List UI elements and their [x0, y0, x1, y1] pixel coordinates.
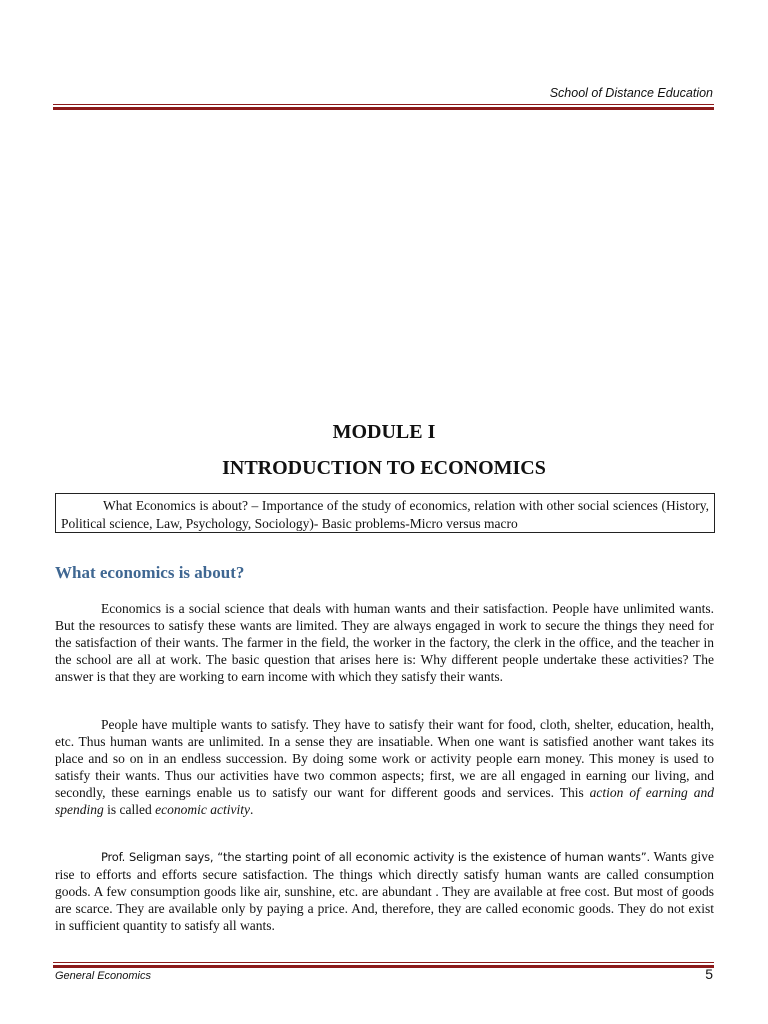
header-rule-thin	[53, 104, 714, 105]
paragraph-2-text-mid: is called	[103, 802, 156, 818]
paragraph-3-text: Wants give rise to efforts and efforts secure satisfaction. The things which directly satisfy human wants are called consumption goods. A few consumption goods like air, sunshine, etc. are abundant . They are available at free cost. But most of goods are scarce. They are available only by paying a price. And, therefore, they are called economic goods. They do not exist in sufficient quantity to satisfy all wants.	[55, 849, 715, 934]
header-institution: School of Distance Education	[549, 86, 713, 100]
paragraph-1: Economics is a social science that deals with human wants and their satisfaction. People have unlimited wants. But the resources to satisfy these wants are limited. They are always engaged in work to secure the things they need for the satisfaction of their wants. The farmer in the field, the worker in the factory, the clerk in the office, and the teacher in the school are all at work. The basic question that arises here is: Why different people undertake these activities? The answer is that they are working to earn income with which they satisfy their wants.	[55, 601, 714, 685]
header-rule-thick	[53, 107, 714, 110]
seligman-quote: Prof. Seligman says, “the starting point of all economic activity is the existence of human wants”.	[101, 850, 650, 864]
module-summary-box: What Economics is about? – Importance of the study of economics, relation with other social sciences (History, Political science, Law, Psychology, Sociology)- Basic problems-Micro versus macro	[55, 493, 715, 533]
module-title: INTRODUCTION TO ECONOMICS	[222, 457, 546, 479]
paragraph-2-emphasis-1: action of earning and spending	[55, 785, 714, 818]
footer-subject: General Economics	[55, 970, 151, 982]
paragraph-2	[55, 716, 714, 819]
paragraph-3	[55, 848, 714, 934]
paragraph-2-text: People have multiple wants to satisfy. They have to satisfy their want for food, cloth, shelter, education, health, etc. Thus human wants are unlimited. In a sense they are insatiable. When one want is satisfied another want takes its place and so on in an endless succession. By doing some work or activity people earn money. This money is used to satisfy their wants. Thus our activities have two common aspects; first, we are all engaged in earning our living, and secondly, these earnings enable us to satisfy our want for different goods and services. This	[55, 717, 714, 801]
module-label: MODULE I	[332, 421, 436, 443]
page-number: 5	[705, 966, 713, 982]
section-heading: What economics is about?	[55, 563, 245, 582]
paragraph-2-emphasis-2: economic activity	[155, 802, 250, 818]
paragraph-2-end: .	[249, 802, 254, 818]
footer-rule-thin	[53, 962, 714, 963]
footer-rule-thick	[53, 965, 714, 968]
